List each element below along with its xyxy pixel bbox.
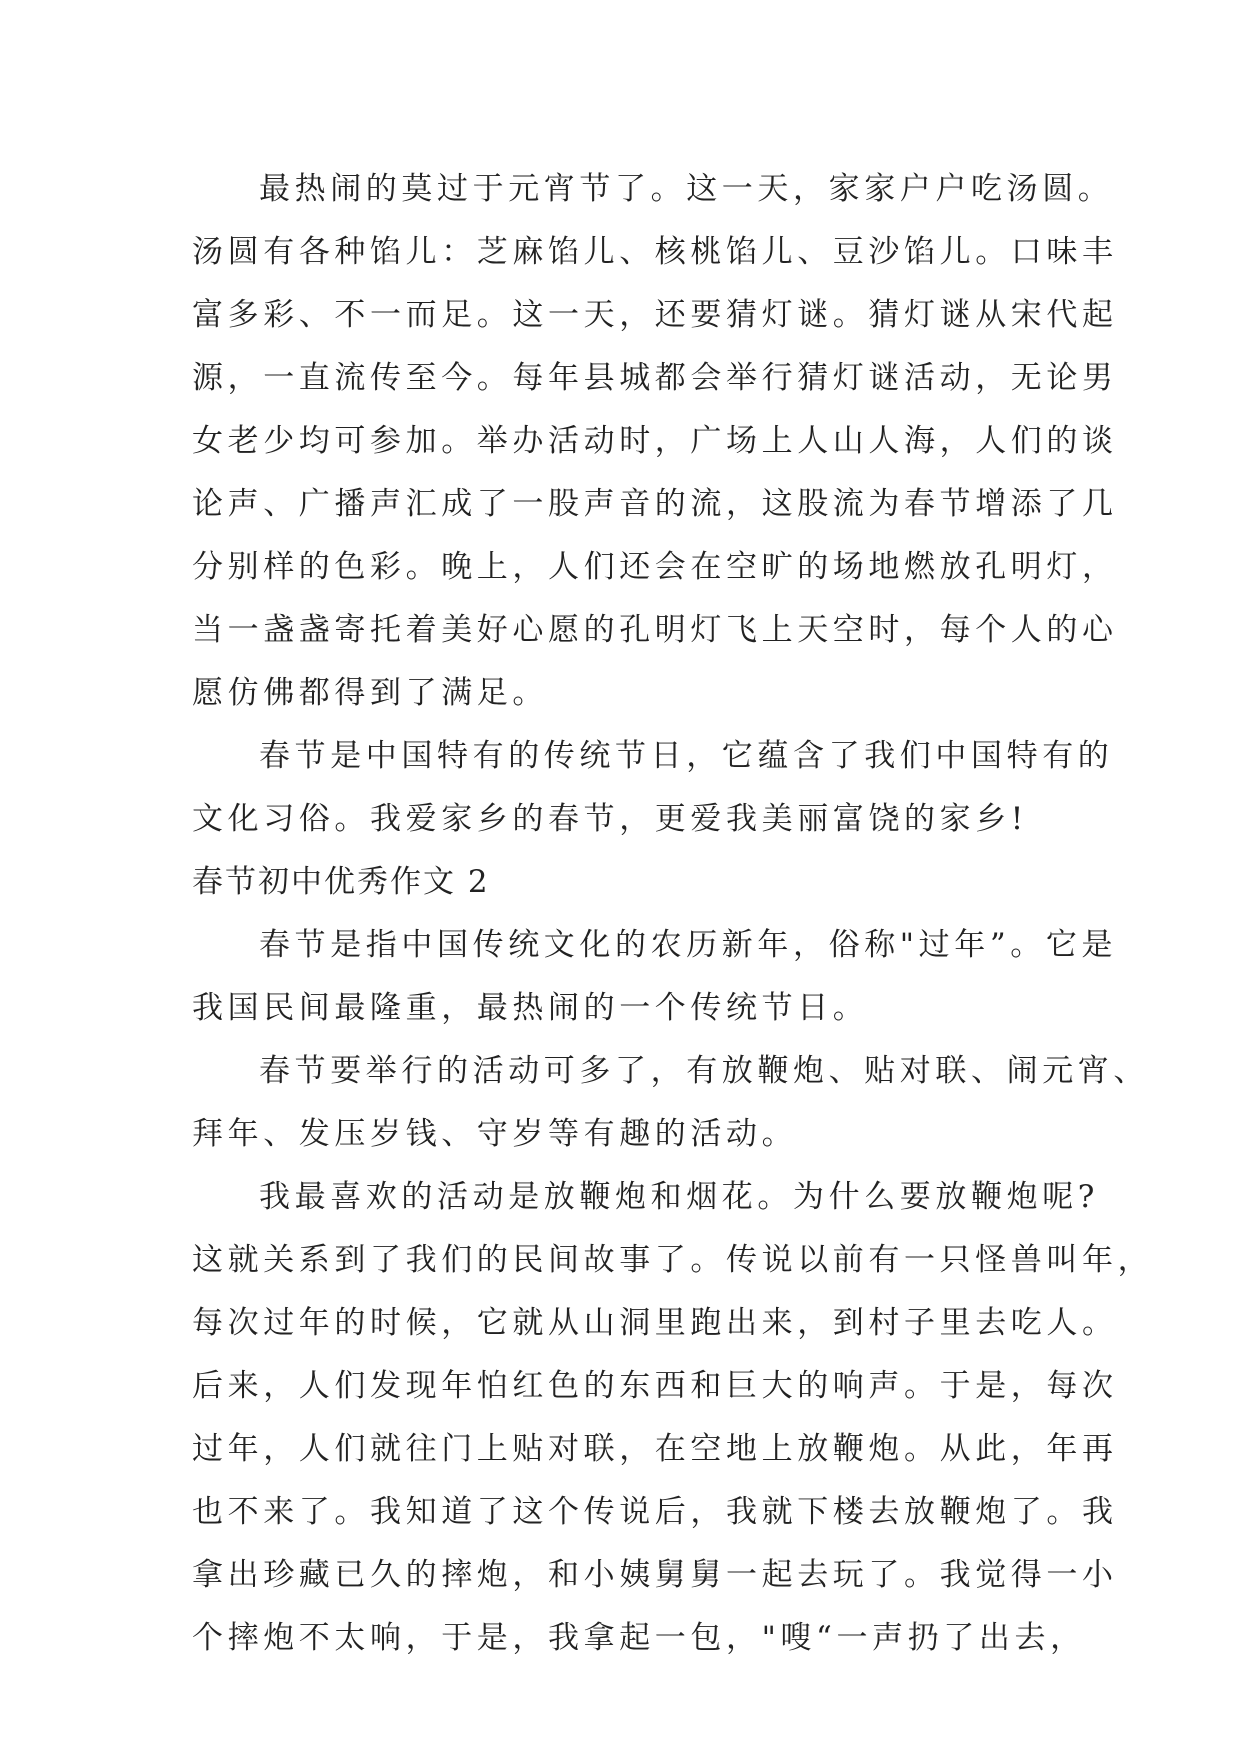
text-line: 最热闹的莫过于元宵节了。这一天，家家户户吃汤圆。 [259,171,1114,207]
text-line: 富多彩、不一而足。这一天，还要猜灯谜。猜灯谜从宋代起 [192,297,1118,333]
text-line: 过年，人们就往门上贴对联，在空地上放鞭炮。从此，年再 [192,1431,1118,1467]
text-line: 后来，人们发现年怕红色的东西和巨大的响声。于是，每次 [192,1368,1118,1404]
text-line: 也不来了。我知道了这个传说后，我就下楼去放鞭炮了。我 [192,1494,1118,1530]
text-line: 每次过年的时候，它就从山洞里跑出来，到村子里去吃人。 [192,1305,1118,1341]
text-line: 分别样的色彩。晚上，人们还会在空旷的场地燃放孔明灯， [192,549,1118,585]
text-line: 拿出珍藏已久的摔炮，和小姨舅舅一起去玩了。我觉得一小 [192,1557,1118,1593]
text-line: 春节是中国特有的传统节日，它蕴含了我们中国特有的 [259,738,1114,774]
text-line: 愿仿佛都得到了满足。 [192,675,548,711]
essay-heading: 春节初中优秀作文 2 [192,864,490,900]
text-line: 春节是指中国传统文化的农历新年，俗称"过年”。它是 [259,927,1118,963]
text-line: 汤圆有各种馅儿：芝麻馅儿、核桃馅儿、豆沙馅儿。口味丰 [192,234,1118,270]
text-line: 文化习俗。我爱家乡的春节，更爱我美丽富饶的家乡! [192,801,1028,837]
text-line: 女老少均可参加。举办活动时，广场上人山人海，人们的谈 [192,423,1118,459]
text-line: 论声、广播声汇成了一股声音的流，这股流为春节增添了几 [192,486,1118,522]
essay-text [192,158,1154,1670]
text-line: 拜年、发压岁钱、守岁等有趣的活动。 [192,1116,798,1152]
text-line: 个摔炮不太响，于是，我拿起一包，"嗖“一声扔了出去， [192,1620,1086,1656]
text-line: 我最喜欢的活动是放鞭炮和烟花。为什么要放鞭炮呢? [259,1179,1100,1215]
text-line: 当一盏盏寄托着美好心愿的孔明灯飞上天空时，每个人的心 [192,612,1118,648]
text-line: 我国民间最隆重，最热闹的一个传统节日。 [192,990,869,1026]
text-line: 春节要举行的活动可多了，有放鞭炮、贴对联、闹元宵、 [259,1053,1149,1089]
text-line: 源，一直流传至今。每年县城都会举行猜灯谜活动，无论男 [192,360,1118,396]
text-line: 这就关系到了我们的民间故事了。传说以前有一只怪兽叫年， [192,1242,1154,1278]
